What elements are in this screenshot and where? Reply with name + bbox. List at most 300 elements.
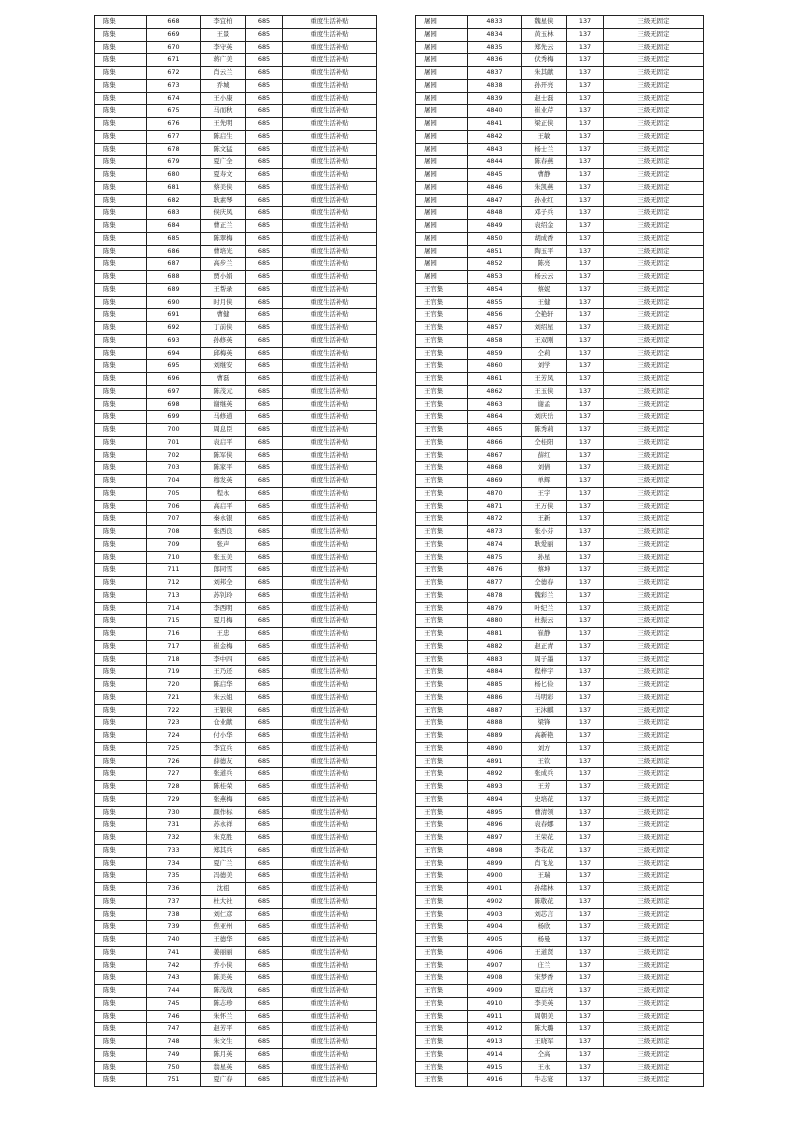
cell-amount: 137 bbox=[567, 475, 604, 488]
cell-town: 陈集 bbox=[95, 16, 147, 29]
table-row bbox=[416, 870, 704, 883]
table-row bbox=[95, 577, 377, 590]
cell-index: 4849 bbox=[468, 220, 522, 233]
cell-index: 672 bbox=[147, 67, 201, 80]
table-row bbox=[416, 385, 704, 398]
cell-amount: 685 bbox=[246, 832, 283, 845]
table-row bbox=[95, 385, 377, 398]
cell-name: 王道贤 bbox=[522, 946, 567, 959]
cell-index: 728 bbox=[147, 781, 201, 794]
cell-category: 重度生活补贴 bbox=[283, 1074, 377, 1087]
cell-town: 王官集 bbox=[416, 487, 468, 500]
table-row bbox=[416, 411, 704, 424]
cell-amount: 685 bbox=[246, 436, 283, 449]
cell-name: 王双刚 bbox=[522, 334, 567, 347]
cell-name: 薛红 bbox=[522, 449, 567, 462]
cell-name: 郑其兵 bbox=[201, 844, 246, 857]
table-row bbox=[416, 895, 704, 908]
cell-name: 王小康 bbox=[201, 92, 246, 105]
cell-amount: 137 bbox=[567, 360, 604, 373]
cell-index: 4899 bbox=[468, 857, 522, 870]
table-row bbox=[416, 844, 704, 857]
table-row bbox=[95, 513, 377, 526]
table-row bbox=[416, 666, 704, 679]
cell-town: 陈集 bbox=[95, 1074, 147, 1087]
cell-town: 陈集 bbox=[95, 832, 147, 845]
cell-name: 梁正侠 bbox=[522, 118, 567, 131]
cell-category: 三级无固定 bbox=[604, 347, 704, 360]
table-row bbox=[416, 908, 704, 921]
cell-town: 王官集 bbox=[416, 768, 468, 781]
table-row bbox=[95, 92, 377, 105]
table-row bbox=[95, 679, 377, 692]
cell-index: 734 bbox=[147, 857, 201, 870]
cell-category: 三级无固定 bbox=[604, 819, 704, 832]
cell-amount: 685 bbox=[246, 985, 283, 998]
cell-amount: 685 bbox=[246, 526, 283, 539]
cell-index: 4896 bbox=[468, 819, 522, 832]
cell-category: 重度生活补贴 bbox=[283, 118, 377, 131]
cell-amount: 685 bbox=[246, 730, 283, 743]
cell-name: 赵芳平 bbox=[201, 1023, 246, 1036]
cell-name: 苏钊玲 bbox=[201, 589, 246, 602]
cell-index: 710 bbox=[147, 551, 201, 564]
table-row bbox=[416, 245, 704, 258]
cell-town: 王官集 bbox=[416, 1061, 468, 1074]
cell-category: 三级无固定 bbox=[604, 385, 704, 398]
cell-index: 690 bbox=[147, 296, 201, 309]
cell-index: 4836 bbox=[468, 54, 522, 67]
cell-index: 745 bbox=[147, 997, 201, 1010]
cell-category: 三级无固定 bbox=[604, 857, 704, 870]
table-row bbox=[416, 768, 704, 781]
cell-category: 重度生活补贴 bbox=[283, 666, 377, 679]
cell-category: 重度生活补贴 bbox=[283, 551, 377, 564]
cell-index: 4844 bbox=[468, 156, 522, 169]
cell-name: 王芳凤 bbox=[522, 373, 567, 386]
table-row bbox=[416, 462, 704, 475]
table-row bbox=[416, 704, 704, 717]
cell-name: 袁启平 bbox=[201, 436, 246, 449]
cell-index: 4898 bbox=[468, 844, 522, 857]
cell-category: 三级无固定 bbox=[604, 551, 704, 564]
cell-category: 三级无固定 bbox=[604, 334, 704, 347]
table-row bbox=[416, 41, 704, 54]
cell-category: 重度生活补贴 bbox=[283, 449, 377, 462]
cell-index: 4878 bbox=[468, 589, 522, 602]
cell-town: 王官集 bbox=[416, 385, 468, 398]
cell-amount: 685 bbox=[246, 1036, 283, 1049]
table-row bbox=[416, 181, 704, 194]
cell-category: 三级无固定 bbox=[604, 653, 704, 666]
cell-index: 697 bbox=[147, 385, 201, 398]
cell-town: 陈集 bbox=[95, 653, 147, 666]
cell-town: 屠园 bbox=[416, 118, 468, 131]
table-row bbox=[416, 832, 704, 845]
cell-town: 陈集 bbox=[95, 449, 147, 462]
cell-town: 陈集 bbox=[95, 398, 147, 411]
cell-name: 李守英 bbox=[201, 41, 246, 54]
cell-name: 程永 bbox=[201, 487, 246, 500]
cell-category: 重度生活补贴 bbox=[283, 245, 377, 258]
cell-category: 三级无固定 bbox=[604, 118, 704, 131]
cell-category: 重度生活补贴 bbox=[283, 16, 377, 29]
cell-name: 周子墨 bbox=[522, 653, 567, 666]
cell-name: 侯庆凤 bbox=[201, 207, 246, 220]
cell-town: 王官集 bbox=[416, 500, 468, 513]
cell-amount: 685 bbox=[246, 589, 283, 602]
cell-amount: 685 bbox=[246, 54, 283, 67]
cell-index: 4846 bbox=[468, 181, 522, 194]
cell-category: 三级无固定 bbox=[604, 54, 704, 67]
table-row bbox=[95, 1023, 377, 1036]
cell-amount: 685 bbox=[246, 67, 283, 80]
cell-town: 陈集 bbox=[95, 271, 147, 284]
cell-name: 王芳 bbox=[522, 781, 567, 794]
cell-index: 4864 bbox=[468, 411, 522, 424]
cell-name: 李宜柏 bbox=[201, 16, 246, 29]
cell-category: 重度生活补贴 bbox=[283, 755, 377, 768]
cell-category: 重度生活补贴 bbox=[283, 793, 377, 806]
cell-category: 重度生活补贴 bbox=[283, 921, 377, 934]
cell-name: 张玉美 bbox=[201, 551, 246, 564]
cell-name: 王帮录 bbox=[201, 283, 246, 296]
cell-town: 陈集 bbox=[95, 1048, 147, 1061]
cell-category: 三级无固定 bbox=[604, 1010, 704, 1023]
cell-name: 朱其献 bbox=[522, 67, 567, 80]
cell-name: 夏广全 bbox=[201, 156, 246, 169]
cell-category: 三级无固定 bbox=[604, 691, 704, 704]
cell-town: 陈集 bbox=[95, 424, 147, 437]
cell-category: 三级无固定 bbox=[604, 1036, 704, 1049]
cell-town: 陈集 bbox=[95, 67, 147, 80]
table-row bbox=[95, 793, 377, 806]
cell-town: 王官集 bbox=[416, 946, 468, 959]
cell-index: 675 bbox=[147, 105, 201, 118]
table-row bbox=[95, 194, 377, 207]
table-row bbox=[95, 908, 377, 921]
cell-town: 王官集 bbox=[416, 322, 468, 335]
cell-name: 颜作标 bbox=[201, 806, 246, 819]
cell-index: 4856 bbox=[468, 309, 522, 322]
cell-name: 曹静 bbox=[522, 169, 567, 182]
table-row bbox=[95, 271, 377, 284]
cell-index: 4851 bbox=[468, 245, 522, 258]
cell-town: 陈集 bbox=[95, 156, 147, 169]
cell-amount: 137 bbox=[567, 946, 604, 959]
cell-amount: 685 bbox=[246, 475, 283, 488]
cell-index: 4868 bbox=[468, 462, 522, 475]
cell-index: 4903 bbox=[468, 908, 522, 921]
cell-name: 胡成香 bbox=[522, 232, 567, 245]
cell-index: 714 bbox=[147, 602, 201, 615]
cell-amount: 137 bbox=[567, 1074, 604, 1087]
cell-category: 三级无固定 bbox=[604, 985, 704, 998]
cell-town: 王官集 bbox=[416, 832, 468, 845]
cell-amount: 685 bbox=[246, 1010, 283, 1023]
table-row bbox=[416, 54, 704, 67]
cell-category: 重度生活补贴 bbox=[283, 322, 377, 335]
table-row bbox=[416, 1036, 704, 1049]
cell-town: 陈集 bbox=[95, 1010, 147, 1023]
cell-name: 刘芯言 bbox=[522, 908, 567, 921]
table-row bbox=[95, 985, 377, 998]
cell-town: 陈集 bbox=[95, 934, 147, 947]
cell-index: 724 bbox=[147, 730, 201, 743]
cell-town: 王官集 bbox=[416, 959, 468, 972]
cell-name: 朱怀兰 bbox=[201, 1010, 246, 1023]
cell-amount: 137 bbox=[567, 411, 604, 424]
cell-amount: 137 bbox=[567, 908, 604, 921]
cell-category: 重度生活补贴 bbox=[283, 194, 377, 207]
cell-name: 单辉 bbox=[522, 475, 567, 488]
cell-category: 三级无固定 bbox=[604, 475, 704, 488]
cell-name: 马修道 bbox=[201, 411, 246, 424]
table-row bbox=[416, 781, 704, 794]
cell-category: 三级无固定 bbox=[604, 283, 704, 296]
cell-amount: 685 bbox=[246, 793, 283, 806]
cell-index: 4900 bbox=[468, 870, 522, 883]
cell-index: 670 bbox=[147, 41, 201, 54]
cell-amount: 137 bbox=[567, 92, 604, 105]
cell-amount: 685 bbox=[246, 551, 283, 564]
cell-amount: 685 bbox=[246, 194, 283, 207]
subsidy-table-left bbox=[94, 15, 377, 1087]
cell-index: 4882 bbox=[468, 640, 522, 653]
cell-name: 邱梅英 bbox=[201, 347, 246, 360]
cell-amount: 137 bbox=[567, 793, 604, 806]
cell-index: 709 bbox=[147, 538, 201, 551]
table-row bbox=[416, 679, 704, 692]
cell-category: 三级无固定 bbox=[604, 309, 704, 322]
table-row bbox=[416, 169, 704, 182]
cell-category: 重度生活补贴 bbox=[283, 628, 377, 641]
cell-category: 三级无固定 bbox=[604, 373, 704, 386]
cell-index: 4887 bbox=[468, 704, 522, 717]
cell-index: 718 bbox=[147, 653, 201, 666]
cell-index: 4855 bbox=[468, 296, 522, 309]
cell-index: 4894 bbox=[468, 793, 522, 806]
cell-amount: 137 bbox=[567, 513, 604, 526]
cell-town: 陈集 bbox=[95, 105, 147, 118]
cell-name: 乔城 bbox=[201, 79, 246, 92]
cell-town: 王官集 bbox=[416, 730, 468, 743]
cell-category: 三级无固定 bbox=[604, 742, 704, 755]
cell-amount: 685 bbox=[246, 959, 283, 972]
cell-index: 4886 bbox=[468, 691, 522, 704]
table-row bbox=[95, 487, 377, 500]
cell-name: 肖飞龙 bbox=[522, 857, 567, 870]
cell-town: 屠园 bbox=[416, 105, 468, 118]
cell-name: 张小芬 bbox=[522, 526, 567, 539]
cell-index: 723 bbox=[147, 717, 201, 730]
cell-name: 蒋广美 bbox=[201, 54, 246, 67]
cell-category: 重度生活补贴 bbox=[283, 232, 377, 245]
cell-category: 三级无固定 bbox=[604, 220, 704, 233]
table-row bbox=[416, 475, 704, 488]
table-row bbox=[95, 334, 377, 347]
cell-town: 陈集 bbox=[95, 500, 147, 513]
cell-category: 重度生活补贴 bbox=[283, 424, 377, 437]
cell-category: 重度生活补贴 bbox=[283, 577, 377, 590]
cell-index: 4873 bbox=[468, 526, 522, 539]
cell-index: 683 bbox=[147, 207, 201, 220]
cell-index: 4907 bbox=[468, 959, 522, 972]
cell-town: 王官集 bbox=[416, 653, 468, 666]
cell-category: 三级无固定 bbox=[604, 615, 704, 628]
table-row bbox=[95, 220, 377, 233]
cell-town: 王官集 bbox=[416, 462, 468, 475]
table-row bbox=[416, 436, 704, 449]
cell-amount: 137 bbox=[567, 551, 604, 564]
cell-name: 冯德美 bbox=[201, 870, 246, 883]
table-row bbox=[416, 615, 704, 628]
table-row bbox=[416, 1048, 704, 1061]
table-row bbox=[416, 92, 704, 105]
cell-name: 陈翠梅 bbox=[201, 232, 246, 245]
cell-category: 三级无固定 bbox=[604, 1061, 704, 1074]
cell-town: 王官集 bbox=[416, 755, 468, 768]
cell-index: 684 bbox=[147, 220, 201, 233]
cell-category: 重度生活补贴 bbox=[283, 1061, 377, 1074]
cell-index: 678 bbox=[147, 143, 201, 156]
table-row bbox=[416, 283, 704, 296]
cell-category: 重度生活补贴 bbox=[283, 832, 377, 845]
cell-name: 牛志宴 bbox=[522, 1074, 567, 1087]
cell-amount: 685 bbox=[246, 691, 283, 704]
cell-town: 陈集 bbox=[95, 640, 147, 653]
table-row bbox=[416, 16, 704, 29]
cell-index: 4869 bbox=[468, 475, 522, 488]
table-row bbox=[416, 334, 704, 347]
cell-category: 三级无固定 bbox=[604, 526, 704, 539]
cell-town: 陈集 bbox=[95, 28, 147, 41]
cell-category: 重度生活补贴 bbox=[283, 1036, 377, 1049]
table-row bbox=[416, 934, 704, 947]
cell-index: 685 bbox=[147, 232, 201, 245]
cell-category: 三级无固定 bbox=[604, 28, 704, 41]
cell-category: 重度生活补贴 bbox=[283, 334, 377, 347]
cell-category: 三级无固定 bbox=[604, 194, 704, 207]
cell-category: 三级无固定 bbox=[604, 934, 704, 947]
cell-town: 陈集 bbox=[95, 513, 147, 526]
table-row bbox=[95, 156, 377, 169]
cell-amount: 685 bbox=[246, 857, 283, 870]
cell-amount: 685 bbox=[246, 946, 283, 959]
cell-amount: 685 bbox=[246, 283, 283, 296]
cell-name: 孙开亮 bbox=[522, 79, 567, 92]
cell-town: 王官集 bbox=[416, 997, 468, 1010]
cell-town: 陈集 bbox=[95, 385, 147, 398]
table-row bbox=[95, 946, 377, 959]
cell-name: 张西良 bbox=[201, 526, 246, 539]
cell-amount: 137 bbox=[567, 169, 604, 182]
cell-index: 4877 bbox=[468, 577, 522, 590]
cell-town: 陈集 bbox=[95, 691, 147, 704]
cell-name: 宋梦香 bbox=[522, 972, 567, 985]
cell-name: 夏启亮 bbox=[522, 985, 567, 998]
cell-index: 747 bbox=[147, 1023, 201, 1036]
cell-index: 668 bbox=[147, 16, 201, 29]
cell-amount: 137 bbox=[567, 28, 604, 41]
cell-index: 4843 bbox=[468, 143, 522, 156]
cell-amount: 685 bbox=[246, 207, 283, 220]
cell-name: 崔金梅 bbox=[201, 640, 246, 653]
cell-index: 732 bbox=[147, 832, 201, 845]
cell-category: 三级无固定 bbox=[604, 16, 704, 29]
cell-index: 707 bbox=[147, 513, 201, 526]
cell-amount: 685 bbox=[246, 322, 283, 335]
cell-amount: 685 bbox=[246, 449, 283, 462]
cell-name: 王乃还 bbox=[201, 666, 246, 679]
table-row bbox=[416, 526, 704, 539]
cell-amount: 137 bbox=[567, 296, 604, 309]
cell-index: 738 bbox=[147, 908, 201, 921]
cell-town: 陈集 bbox=[95, 79, 147, 92]
table-row bbox=[95, 653, 377, 666]
cell-index: 741 bbox=[147, 946, 201, 959]
cell-name: 魏彩兰 bbox=[522, 589, 567, 602]
cell-category: 三级无固定 bbox=[604, 105, 704, 118]
table-row bbox=[95, 398, 377, 411]
cell-category: 重度生活补贴 bbox=[283, 92, 377, 105]
cell-name: 谢孟 bbox=[522, 398, 567, 411]
table-row bbox=[95, 1010, 377, 1023]
cell-index: 742 bbox=[147, 959, 201, 972]
cell-amount: 137 bbox=[567, 564, 604, 577]
cell-category: 三级无固定 bbox=[604, 679, 704, 692]
cell-town: 王官集 bbox=[416, 309, 468, 322]
cell-amount: 137 bbox=[567, 628, 604, 641]
cell-name: 杜振云 bbox=[522, 615, 567, 628]
cell-category: 重度生活补贴 bbox=[283, 538, 377, 551]
cell-name: 陈美英 bbox=[201, 972, 246, 985]
cell-town: 王官集 bbox=[416, 895, 468, 908]
cell-name: 刘倩 bbox=[522, 462, 567, 475]
cell-name: 高启平 bbox=[201, 500, 246, 513]
cell-amount: 685 bbox=[246, 628, 283, 641]
cell-category: 三级无固定 bbox=[604, 79, 704, 92]
cell-name: 陈亮 bbox=[522, 258, 567, 271]
table-row bbox=[95, 322, 377, 335]
table-row bbox=[95, 640, 377, 653]
cell-index: 730 bbox=[147, 806, 201, 819]
table-row bbox=[416, 717, 704, 730]
cell-index: 4885 bbox=[468, 679, 522, 692]
cell-index: 4860 bbox=[468, 360, 522, 373]
cell-category: 重度生活补贴 bbox=[283, 704, 377, 717]
cell-category: 三级无固定 bbox=[604, 143, 704, 156]
cell-town: 陈集 bbox=[95, 194, 147, 207]
cell-name: 耿爱丽 bbox=[522, 538, 567, 551]
cell-name: 朱克胜 bbox=[201, 832, 246, 845]
cell-amount: 137 bbox=[567, 806, 604, 819]
cell-amount: 137 bbox=[567, 870, 604, 883]
cell-index: 4876 bbox=[468, 564, 522, 577]
cell-category: 重度生活补贴 bbox=[283, 1048, 377, 1061]
table-row bbox=[416, 653, 704, 666]
cell-town: 王官集 bbox=[416, 781, 468, 794]
cell-amount: 685 bbox=[246, 653, 283, 666]
cell-town: 陈集 bbox=[95, 143, 147, 156]
cell-category: 三级无固定 bbox=[604, 972, 704, 985]
table-row bbox=[416, 1010, 704, 1023]
cell-town: 陈集 bbox=[95, 870, 147, 883]
cell-town: 陈集 bbox=[95, 806, 147, 819]
table-row bbox=[416, 424, 704, 437]
cell-index: 4839 bbox=[468, 92, 522, 105]
table-row bbox=[95, 742, 377, 755]
